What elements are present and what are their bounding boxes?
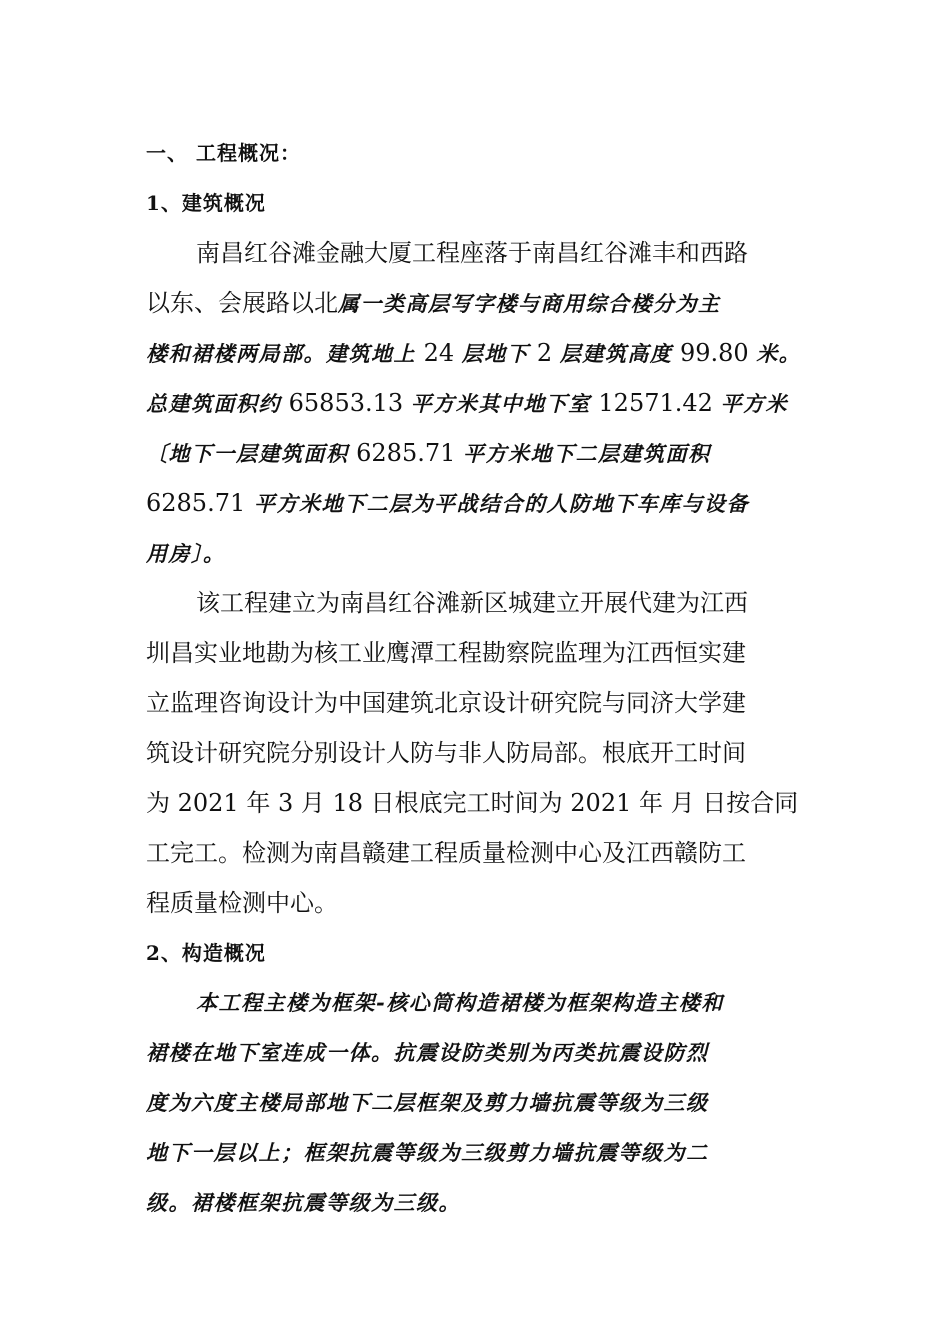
subsection-heading-structure: 2、构造概况: [146, 941, 266, 965]
structure-paragraph-1: [146, 978, 810, 1228]
text-run: 6285.71: [348, 439, 464, 467]
text-run: 属一类高层写字楼与商用综合楼分为主: [338, 291, 721, 316]
text-run: 12571.42: [590, 389, 721, 417]
text-run: 6285.71: [146, 489, 246, 517]
paragraph-line: [146, 278, 810, 328]
paragraph-line: 筑设计研究院分别设计人防与非人防局部。根底开工时间: [146, 739, 746, 767]
text-run: 平方米: [720, 391, 789, 416]
text-run: 以东、会展路以北: [146, 289, 338, 317]
text-run: 24: [416, 339, 462, 367]
subsection-heading-architecture: 1、建筑概况: [146, 191, 266, 215]
paragraph-line: 本工程主楼为框架-核心筒构造裙楼为框架构造主楼和: [196, 990, 724, 1015]
text-run: 平方米地下二层为平战结合的人防地下车库与设备: [245, 491, 750, 516]
paragraph-line: 裙楼在地下室连成一体。抗震设防类别为丙类抗震设防烈: [146, 1040, 709, 1065]
text-run: 层地下: [461, 341, 530, 366]
paragraph-line: [146, 478, 810, 528]
paragraph-line: 程质量检测中心。: [146, 889, 338, 917]
paragraph-line: 级。裙楼框架抗震等级为三级。: [146, 1190, 461, 1215]
text-run: 65853.13: [281, 389, 411, 417]
paragraph-line: [146, 378, 810, 428]
text-run: 〔地下一层建筑面积: [146, 441, 349, 466]
paragraph-line: 南昌红谷滩金融大厦工程座落于南昌红谷滩丰和西路: [196, 239, 748, 267]
text-run: 平方米地下二层建筑面积: [463, 441, 711, 466]
text-run: 99.80: [672, 339, 757, 367]
text-run: 楼和裙楼两局部。建筑地上: [146, 341, 416, 366]
text-run: 总建筑面积约: [146, 391, 281, 416]
text-run: 平方米其中地下室: [410, 391, 591, 416]
text-run: 用房〕。: [146, 541, 226, 566]
paragraph-line: [146, 328, 810, 378]
paragraph-line: 该工程建立为南昌红谷滩新区城建立开展代建为江西: [196, 589, 748, 617]
paragraph-line: 圳昌实业地勘为核工业鹰潭工程勘察院监理为江西恒实建: [146, 639, 746, 667]
paragraph-line: 立监理咨询设计为中国建筑北京设计研究院与同济大学建: [146, 689, 746, 717]
document-body: [146, 128, 810, 1228]
paragraph-line: 工完工。检测为南昌赣建工程质量检测中心及江西赣防工: [146, 839, 746, 867]
architecture-paragraph-1: [146, 228, 810, 578]
text-run: 米。: [756, 341, 802, 366]
paragraph-line: 度为六度主楼局部地下二层框架及剪力墙抗震等级为三级: [146, 1090, 709, 1115]
text-run: 层建筑高度: [559, 341, 673, 366]
paragraph-line: [146, 428, 810, 478]
paragraph-line: 地下一层以上；框架抗震等级为三级剪力墙抗震等级为二: [146, 1140, 709, 1165]
paragraph-line: [146, 528, 810, 578]
text-run: 2: [529, 339, 560, 367]
section-heading-overview: 一、 工程概况：: [146, 141, 301, 165]
architecture-paragraph-2: [146, 578, 810, 928]
paragraph-line: 为 2021 年 3 月 18 日根底完工时间为 2021 年 月 日按合同: [146, 789, 799, 817]
